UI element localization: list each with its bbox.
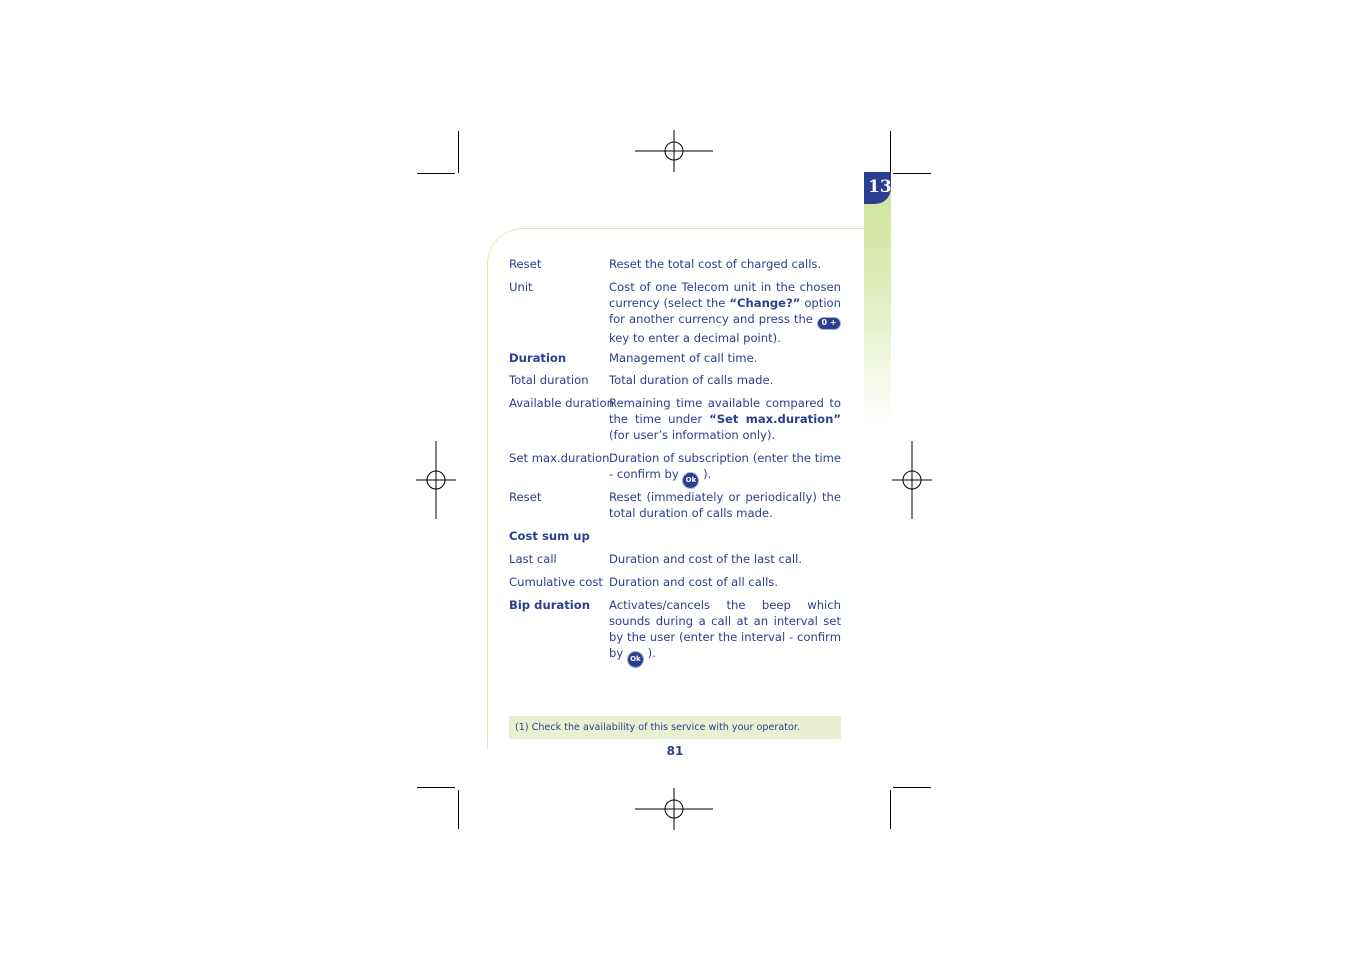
desc-emphasis: “Set max.duration”	[709, 412, 842, 426]
registration-mark-right	[892, 441, 932, 519]
crop-mark	[417, 787, 455, 788]
row-description	[609, 450, 841, 489]
desc-text: ).	[647, 646, 656, 660]
desc-text: (for user’s information only).	[609, 428, 776, 442]
crop-mark	[890, 131, 891, 173]
registration-mark-top	[635, 130, 715, 172]
row-description	[609, 597, 841, 668]
ok-key-icon: Ok	[682, 472, 699, 489]
row-term: Last call	[509, 552, 557, 566]
registration-mark-bottom	[635, 788, 715, 830]
chapter-tab: 13	[864, 172, 891, 204]
row-term: Unit	[509, 280, 533, 294]
crop-mark	[893, 173, 931, 174]
footnote: (1) Check the availability of this service with your operator.	[509, 716, 841, 739]
row-term: Duration	[509, 351, 567, 365]
row-term: Set max.duration	[509, 451, 610, 465]
desc-text: Duration of subscription (enter the time - confirm by	[609, 451, 841, 481]
ok-key-icon: Ok	[627, 651, 644, 668]
row-term: Reset	[509, 490, 542, 504]
desc-text: option for another currency and press the	[609, 296, 841, 326]
row-term: Cumulative cost	[509, 575, 603, 589]
page-number: 81	[666, 744, 684, 758]
row-term: Cost sum up	[509, 529, 590, 543]
crop-mark	[458, 131, 459, 173]
row-description: Duration and cost of the last call.	[609, 552, 803, 566]
crop-mark	[893, 787, 931, 788]
row-description: Reset (immediately or periodically) the total duration of calls made.	[609, 490, 841, 520]
row-description: Management of call time.	[609, 351, 758, 365]
crop-mark	[458, 790, 459, 829]
row-term: Available duration	[509, 396, 614, 410]
row-description	[609, 395, 841, 443]
desc-text: Remaining time available compared to the time under	[609, 396, 841, 426]
desc-text: key to enter a decimal point).	[609, 331, 781, 345]
row-term: Bip duration	[509, 598, 590, 612]
row-description: Duration and cost of all calls.	[609, 575, 779, 589]
desc-text: Cost of one Telecom unit in the chosen currency (select the	[609, 280, 841, 310]
row-term: Reset	[509, 257, 542, 271]
row-description	[609, 279, 841, 346]
desc-text: ).	[703, 467, 712, 481]
crop-mark	[890, 790, 891, 829]
row-description: Reset the total cost of charged calls.	[609, 257, 822, 271]
zero-key-icon: 0 +	[817, 317, 841, 330]
crop-mark	[417, 173, 455, 174]
registration-mark-left	[416, 441, 456, 519]
row-term: Total duration	[509, 373, 589, 387]
chapter-gradient-bar	[864, 172, 891, 424]
row-description: Total duration of calls made.	[609, 373, 774, 387]
desc-text: Activates/cancels the beep which sounds during a call at an interval set by the user (enter the interval - confirm by	[609, 598, 841, 660]
desc-emphasis: “Change?”	[729, 296, 801, 310]
